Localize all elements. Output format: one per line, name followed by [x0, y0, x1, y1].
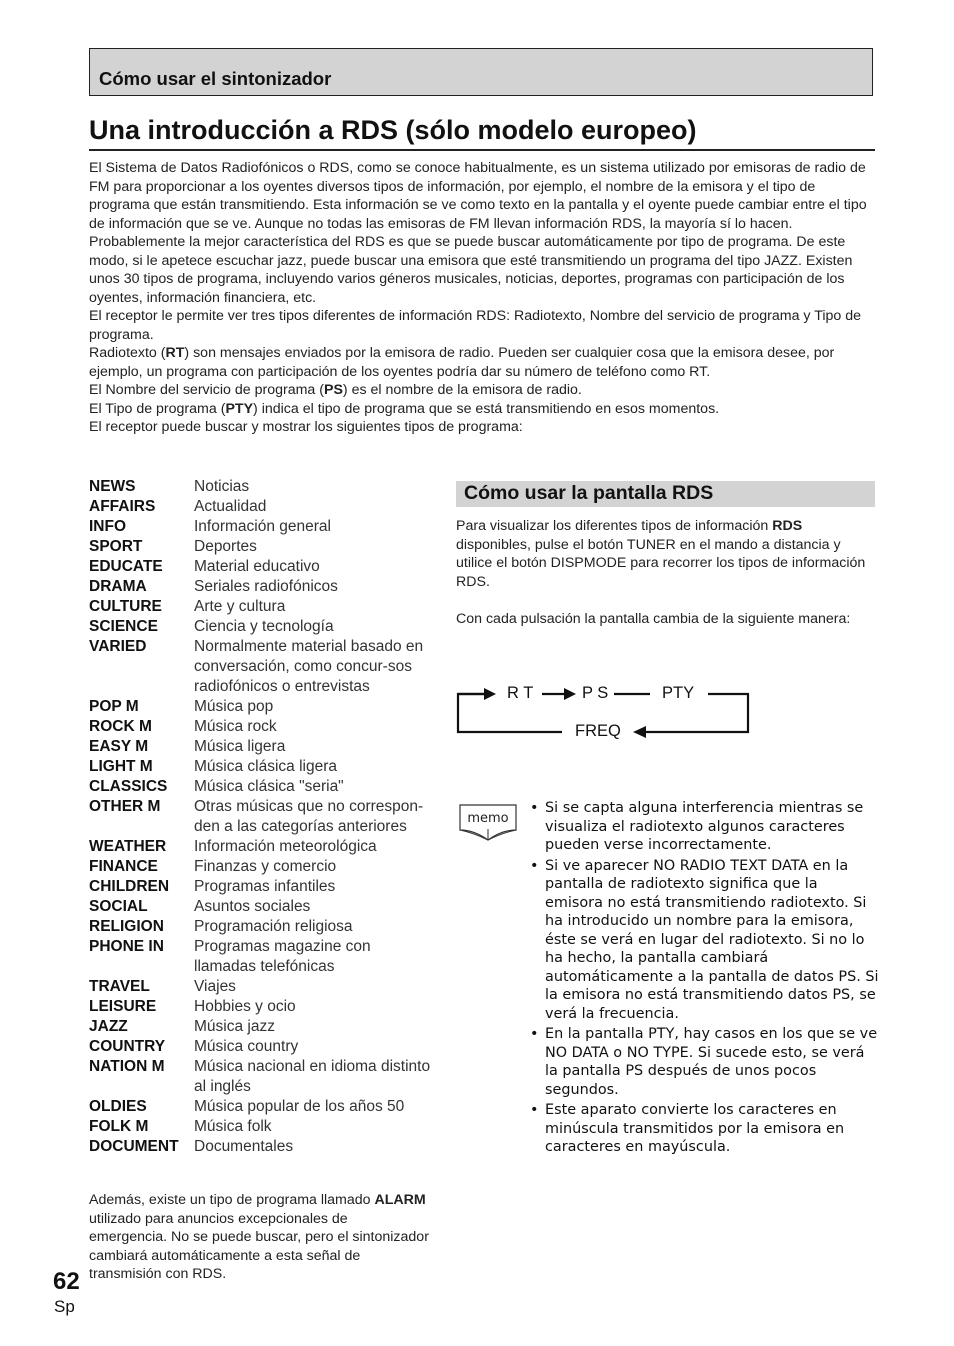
text-run: Para visualizar los diferentes tipos de información: [456, 518, 773, 534]
program-type-row: [89, 737, 434, 757]
intro-paragraph: [89, 344, 875, 381]
program-type-code: PHONE IN: [89, 938, 164, 955]
program-type-row: [89, 697, 434, 717]
program-type-description: Música nacional en idioma distinto al inglés: [194, 1058, 431, 1095]
program-type-description: Música folk: [194, 1118, 272, 1135]
program-type-code: SCIENCE: [89, 618, 158, 635]
memo-item: • Si se capta alguna interferencia mientras se visualiza el radiotexto algunos caracteres pueden verse incorrectamente.: [529, 799, 879, 855]
program-type-description: Información meteorológica: [194, 838, 377, 855]
program-type-code: OTHER M: [89, 798, 161, 815]
alarm-note: [89, 1191, 429, 1284]
program-type-code: CHILDREN: [89, 878, 170, 895]
program-type-description: Material educativo: [194, 558, 320, 575]
program-type-code: WEATHER: [89, 838, 167, 855]
program-type-code: VARIED: [89, 638, 147, 655]
program-type-row: [89, 517, 434, 537]
text-run: ) es el nombre de la emisora de radio.: [342, 382, 582, 398]
program-type-code: FOLK M: [89, 1118, 149, 1135]
program-type-description: Música country: [194, 1038, 299, 1055]
program-type-row: [89, 937, 434, 977]
program-type-row: [89, 917, 434, 937]
program-type-description: Programas infantiles: [194, 878, 336, 895]
program-type-code: COUNTRY: [89, 1038, 166, 1055]
program-type-row: [89, 497, 434, 517]
arrow-to-freq: [633, 726, 646, 738]
program-type-description: Música clásica ligera: [194, 758, 337, 775]
program-type-code: TRAVEL: [89, 978, 150, 995]
program-type-row: [89, 977, 434, 997]
program-type-code: DOCUMENT: [89, 1138, 179, 1155]
program-type-code: CULTURE: [89, 598, 162, 615]
memo-item: • Este aparato convierte los caracteres en minúscula transmitidos por la emisora en caracteres en mayúscula.: [529, 1101, 879, 1157]
intro-paragraph: [89, 381, 875, 400]
text-run: ) indica el tipo de programa que se está transmitiendo en esos momentos.: [253, 400, 720, 417]
program-type-description: Documentales: [194, 1138, 294, 1155]
memo-icon-label: memo: [467, 811, 509, 826]
page-number: 62: [53, 1268, 80, 1295]
program-type-description: Música pop: [194, 698, 274, 715]
arrow-to-ps: [564, 688, 576, 700]
program-type-row: [89, 897, 434, 917]
program-type-code: RELIGION: [89, 918, 164, 935]
program-type-code: NATION M: [89, 1058, 165, 1075]
text-run: El Nombre del servicio de programa (: [89, 382, 324, 398]
program-type-row: [89, 837, 434, 857]
program-type-row: [89, 777, 434, 797]
program-type-row: [89, 757, 434, 777]
program-type-description: Noticias: [194, 478, 250, 495]
memo-item: • En la pantalla PTY, hay casos en los que se ve NO DATA o NO TYPE. Si sucede esto, se verá la pantalla PS después de unos pocos segundos.: [529, 1025, 879, 1099]
program-type-code: LIGHT M: [89, 758, 153, 775]
program-type-description: Finanzas y comercio: [194, 858, 337, 875]
rt-term: RT: [165, 345, 185, 361]
program-type-row: [89, 637, 434, 697]
freq-label: FREQ: [575, 722, 621, 740]
program-type-row: [89, 1117, 434, 1137]
section-header: [89, 48, 873, 96]
program-type-row: [89, 537, 434, 557]
program-type-row: [89, 477, 434, 497]
program-type-description: Actualidad: [194, 498, 267, 515]
program-type-code: ROCK M: [89, 718, 152, 735]
program-type-code: NEWS: [89, 478, 136, 495]
program-type-table: [89, 477, 434, 1157]
rt-label: R T: [507, 684, 534, 702]
memo-icon: [458, 803, 518, 841]
program-type-description: Música rock: [194, 718, 277, 735]
program-type-code: FINANCE: [89, 858, 158, 875]
display-cycle-diagram: [456, 680, 756, 744]
program-type-description: Música popular de los años 50: [194, 1098, 405, 1115]
program-type-description: Información general: [194, 518, 331, 535]
intro-paragraph: El receptor puede buscar y mostrar los siguientes tipos de programa:: [89, 419, 523, 435]
rds-display-heading-text: Cómo usar la pantalla RDS: [464, 482, 714, 504]
intro-paragraph: El Sistema de Datos Radiofónicos o RDS, como se conoce habitualmente, es un sistema utilizado por emisoras de radio de FM para proporcionar a los oyentes diversos tipos de información, por ejemplo, el nombre de la emisora y el tipo de programa que están transmitiendo. Esta información se ve como texto en la pantalla y el oyente puede cambiar entre el tipo de información que se ve. Aunque no todas las emisoras de FM llevan información RDS, la mayoría sí lo hacen.: [89, 160, 867, 232]
text-run: disponibles, pulse el botón TUNER en el mando a distancia y utilice el botón DISPMODE para recorrer los tipos de información RDS.: [456, 536, 866, 590]
intro-paragraph: El receptor le permite ver tres tipos diferentes de información RDS: Radiotexto, Nombre del servicio de programa y Tipo de programa.: [89, 308, 861, 343]
program-type-description: Música jazz: [194, 1018, 275, 1035]
program-type-code: EDUCATE: [89, 558, 163, 575]
program-type-row: [89, 577, 434, 597]
intro-paragraph: [89, 400, 875, 419]
text-run: Además, existe un tipo de programa llamado: [89, 1192, 375, 1208]
text-run: El Tipo de programa (: [89, 400, 226, 417]
instruction-paragraph: [456, 517, 875, 591]
program-type-code: CLASSICS: [89, 778, 168, 795]
program-type-code: EASY M: [89, 738, 149, 755]
arrow-to-rt: [484, 688, 496, 700]
intro-text: [89, 159, 875, 437]
program-type-code: SOCIAL: [89, 898, 148, 915]
intro-paragraph: Probablemente la mejor característica del RDS es que se puede buscar automáticamente por tipo de programa. De este modo, si le apetece escuchar jazz, puede buscar una emisora que esté transmitiendo un programa del tipo JAZZ. Existen unos 30 tipos de programa, incluyendo varios géneros musicales, noticias, deportes, programas con participación de los oyentes, información financiera, etc.: [89, 234, 853, 306]
pty-term: PTY: [225, 400, 254, 417]
program-type-row: [89, 557, 434, 577]
page-title: Una introducción a RDS (sólo modelo europeo): [89, 113, 875, 151]
program-type-code: SPORT: [89, 538, 143, 555]
program-type-description: Ciencia y tecnología: [194, 618, 334, 635]
program-type-description: Música clásica "seria": [194, 778, 344, 795]
memo-item: • Si ve aparecer NO RADIO TEXT DATA en la pantalla de radiotexto significa que la emisora no está transmitiendo radiotexto. Si ha introducido un nombre para la emisora, éste se verá en lugar del radiotexto. Si no lo ha hecho, la pantalla cambiará automáticamente a la pantalla de datos PS. Si la emisora no está transmitiendo datos PS, se verá la frecuencia.: [529, 857, 879, 1024]
text-run: Radiotexto (: [89, 345, 166, 361]
program-type-row: [89, 1137, 434, 1157]
spacer: [456, 591, 875, 610]
program-type-code: OLDIES: [89, 1098, 147, 1115]
memo-list: [529, 799, 879, 1159]
text-run: utilizado para anuncios excepcionales de emergencia. No se puede buscar, pero el sintonizador cambiará automáticamente a esta señal de transmisión con RDS.: [89, 1210, 429, 1282]
program-type-row: [89, 617, 434, 637]
program-type-row: [89, 877, 434, 897]
rds-display-instructions: [456, 517, 875, 628]
program-type-row: [89, 997, 434, 1017]
rds-term: RDS: [772, 518, 803, 534]
page-language: Sp: [54, 1297, 75, 1316]
program-type-row: [89, 1057, 434, 1097]
pty-label: PTY: [662, 684, 695, 702]
program-type-description: Seriales radiofónicos: [194, 578, 338, 595]
instruction-paragraph: Con cada pulsación la pantalla cambia de la siguiente manera:: [456, 610, 851, 627]
program-type-description: Programación religiosa: [194, 918, 353, 935]
program-type-code: LEISURE: [89, 998, 157, 1015]
program-type-row: [89, 1037, 434, 1057]
program-type-description: Hobbies y ocio: [194, 998, 296, 1015]
program-type-row: [89, 1017, 434, 1037]
program-type-description: Arte y cultura: [194, 598, 286, 615]
program-type-row: [89, 597, 434, 617]
program-type-description: Música ligera: [194, 738, 286, 755]
program-type-row: [89, 857, 434, 877]
program-type-row: [89, 1097, 434, 1117]
program-type-code: AFFAIRS: [89, 498, 156, 515]
program-type-row: [89, 717, 434, 737]
program-type-description: Otras músicas que no correspon-den a las categorías anteriores: [194, 798, 424, 835]
program-type-row: [89, 797, 434, 837]
alarm-term: ALARM: [374, 1192, 426, 1208]
ps-term: PS: [323, 382, 343, 398]
program-type-code: INFO: [89, 518, 127, 535]
section-title: Cómo usar el sintonizador: [99, 68, 332, 89]
program-type-description: Viajes: [194, 978, 236, 995]
ps-label: P S: [582, 684, 609, 702]
program-type-description: Programas magazine con llamadas telefónicas: [194, 938, 371, 975]
program-type-code: JAZZ: [89, 1018, 128, 1035]
text-run: ) son mensajes enviados por la emisora de radio. Pueden ser cualquier cosa que la emisora desee, por ejemplo, un programa con participación de los oyentes podría dar su número de teléfono como RT.: [89, 345, 835, 380]
program-type-description: Normalmente material basado en conversación, como concur-sos radiofónicos o entrevistas: [194, 638, 424, 695]
program-type-code: POP M: [89, 698, 139, 715]
rds-display-heading: [456, 481, 875, 507]
program-type-description: Asuntos sociales: [194, 898, 311, 915]
program-type-description: Deportes: [194, 538, 257, 555]
program-type-code: DRAMA: [89, 578, 147, 595]
